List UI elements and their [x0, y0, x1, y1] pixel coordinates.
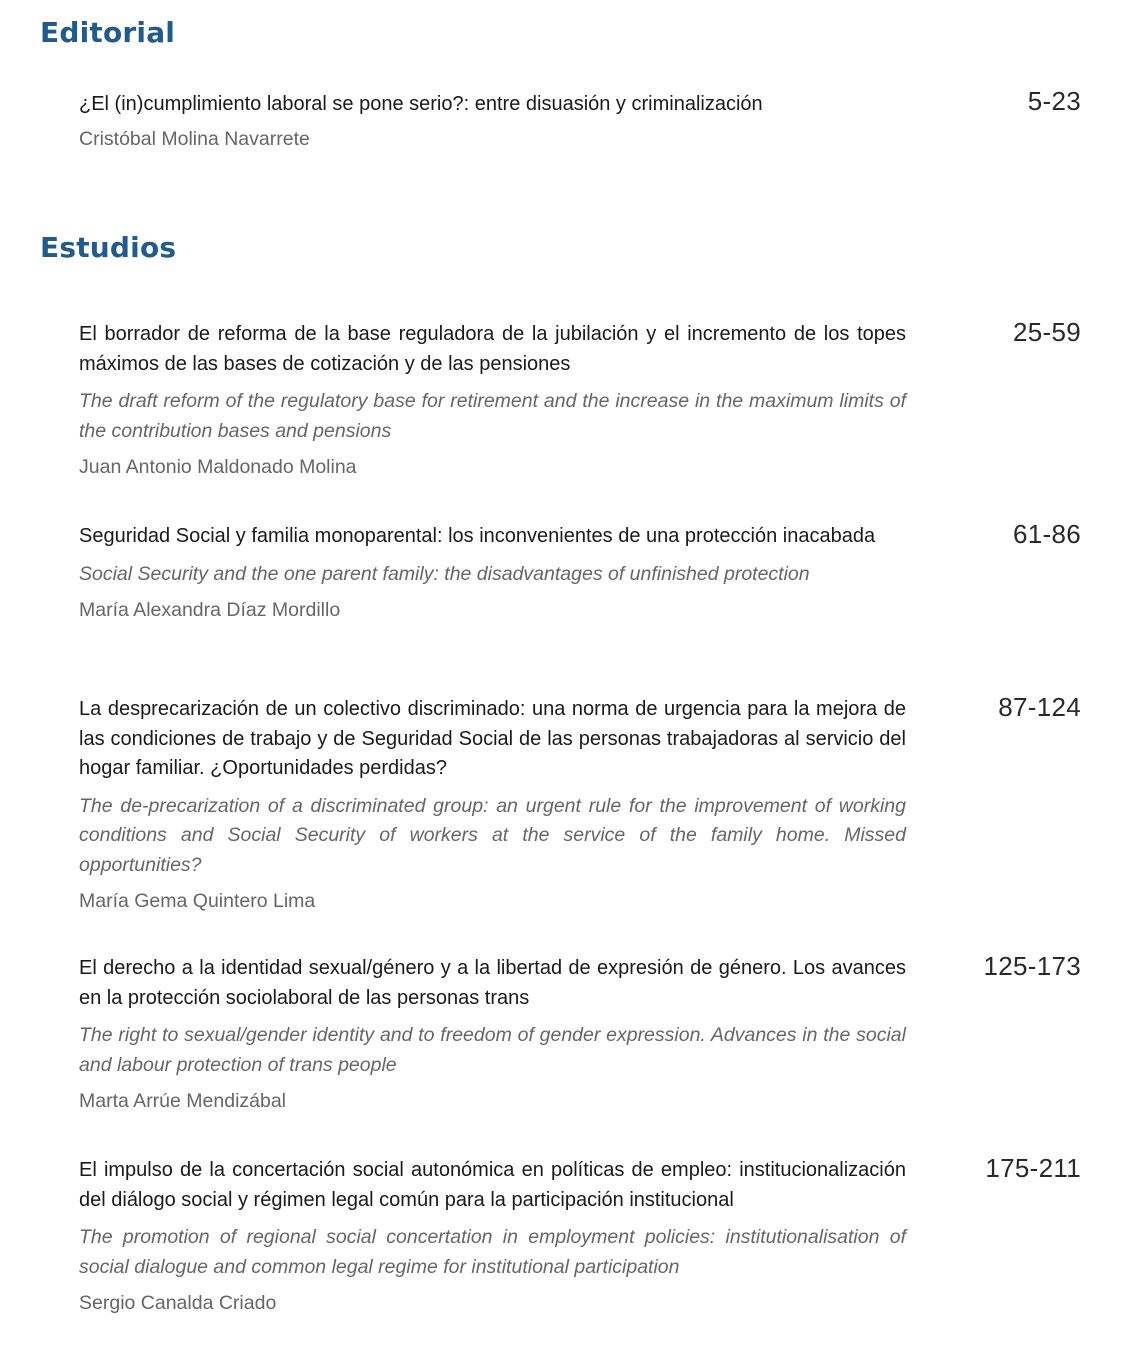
entry-author: Marta Arrúe Mendizábal: [79, 1090, 287, 1112]
entry-author: Sergio Canalda Criado: [79, 1292, 277, 1314]
toc-entry[interactable]: [79, 519, 1103, 625]
entry-pages: 61-86: [1013, 519, 1081, 549]
section-title-editorial: Editorial: [40, 16, 176, 49]
section-title-estudios: Estudios: [40, 231, 177, 264]
toc-entry-editorial[interactable]: [79, 86, 1103, 154]
entry-pages: 125-173: [983, 951, 1081, 981]
entry-translation: The de-precarization of a discriminated group: an urgent rule for the improvement of working conditions and Social Security of workers at the service of the family home. Missed opportunities?: [79, 794, 906, 876]
entry-translation: Social Security and the one parent family: the disadvantages of unfinished protection: [79, 562, 810, 585]
entry-author: María Gema Quintero Lima: [79, 890, 316, 912]
toc-entry[interactable]: [79, 692, 1103, 916]
entry-title[interactable]: El impulso de la concertación social autonómica en políticas de empleo: institucionalización del diálogo social y régimen legal común para la participación institucional: [79, 1159, 906, 1211]
entry-title[interactable]: ¿El (in)cumplimiento laboral se pone serio?: entre disuasión y criminalización: [79, 93, 763, 115]
entry-author: Cristóbal Molina Navarrete: [79, 127, 310, 150]
entry-author: Juan Antonio Maldonado Molina: [79, 456, 357, 478]
entry-pages: 25-59: [1013, 317, 1081, 347]
entry-pages: 87-124: [998, 692, 1081, 722]
entry-title[interactable]: El derecho a la identidad sexual/género y a la libertad de expresión de género. Los avances en la protección sociolaboral de las personas trans: [79, 957, 906, 1009]
toc-entry[interactable]: [79, 1153, 1103, 1318]
entry-pages: 175-211: [985, 1153, 1081, 1183]
entry-translation: The promotion of regional social concertation in employment policies: institutionalisation of social dialogue and common legal regime for institutional participation: [79, 1226, 906, 1278]
entry-translation: The draft reform of the regulatory base for retirement and the increase in the maximum limits of the contribution bases and pensions: [79, 390, 906, 442]
entry-translation: The right to sexual/gender identity and to freedom of gender expression. Advances in the social and labour protection of trans people: [79, 1024, 906, 1076]
toc-entry[interactable]: [79, 951, 1103, 1116]
entry-title[interactable]: Seguridad Social y familia monoparental: los inconvenientes de una protección inacabada: [79, 525, 876, 547]
entry-pages: 5-23: [1027, 86, 1081, 116]
toc-entry[interactable]: [79, 317, 1103, 482]
entry-author: María Alexandra Díaz Mordillo: [79, 599, 341, 621]
entry-title[interactable]: La desprecarización de un colectivo discriminado: una norma de urgencia para la mejora de las condiciones de trabajo y de Seguridad Social de las personas trabajadoras al servicio del hogar familiar. ¿Oportunidades perdidas?: [79, 698, 906, 779]
entry-title[interactable]: El borrador de reforma de la base reguladora de la jubilación y el incremento de los topes máximos de las bases de cotización y de las pensiones: [79, 323, 906, 375]
